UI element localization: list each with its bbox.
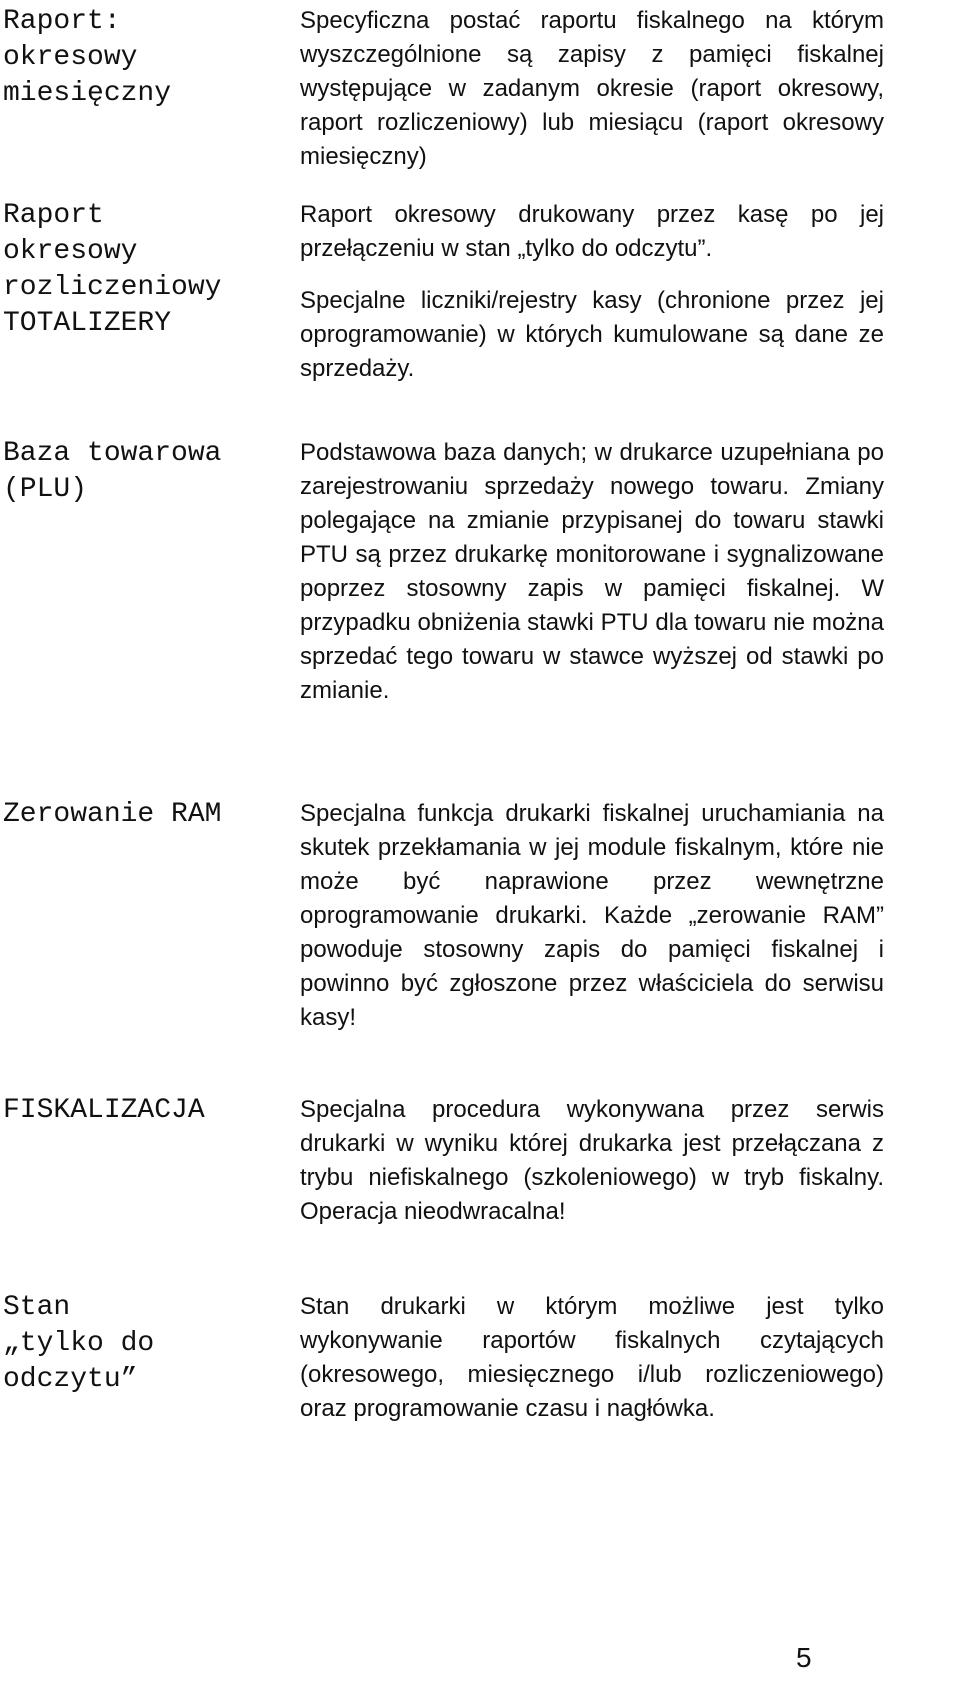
term-label: Zerowanie RAM <box>3 799 222 830</box>
definition <box>300 198 884 386</box>
definition <box>300 797 884 1035</box>
term-label: FISKALIZACJA <box>3 1095 205 1126</box>
definition <box>300 1290 884 1426</box>
definition-paragraph: Podstawowa baza danych; w drukarce uzupełniana po zarejestrowaniu sprzedaży nowego towaru. Zmiany polegające na zmianie przypisanej do towaru stawki PTU są przez drukarkę monitorowane i sygnalizowane poprzez stosowny zapis w pamięci fiskalnej. W przypadku obniżenia stawki PTU dla towaru nie można sprzedać tego towaru w stawce wyższej od stawki po zmianie. <box>300 439 884 704</box>
page-number: 5 <box>796 1642 812 1673</box>
definition <box>300 1093 884 1229</box>
definition-paragraph: Specjalna procedura wykonywana przez serwis drukarki w wyniku której drukarka jest przełączana z trybu niefiskalnego (szkoleniowego) w tryb fiskalny. Operacja nieodwracalna! <box>300 1096 884 1225</box>
definition-paragraph: Raport okresowy drukowany przez kasę po jej przełączeniu w stan „tylko do odczytu”. <box>300 201 884 262</box>
term-label: Raport okresowy rozliczeniowy TOTALIZERY <box>3 200 222 339</box>
definition <box>300 4 884 174</box>
definition-paragraph: Stan drukarki w którym możliwe jest tylko wykonywanie raportów fiskalnych czytających (okresowego, miesięcznego i/lub rozliczeniowego) oraz programowanie czasu i nagłówka. <box>300 1293 884 1422</box>
definition <box>300 436 884 708</box>
term-label: Raport: okresowy miesięczny <box>3 6 172 109</box>
definition-paragraph: Specyficzna postać raportu fiskalnego na którym wyszczególnione są zapisy z pamięci fiskalnej występujące w zadanym okresie (raport okresowy, raport rozliczeniowy) lub miesiącu (raport okresowy miesięczny) <box>300 7 884 170</box>
term-label: Baza towarowa (PLU) <box>3 438 222 505</box>
definition-paragraph: Specjalna funkcja drukarki fiskalnej uruchamiania na skutek przekłamania w jej module fiskalnym, które nie może być naprawione przez wewnętrzne oprogramowanie drukarki. Każde „zerowanie RAM” powoduje stosowny zapis do pamięci fiskalnej i powinno być zgłoszone przez właściciela do serwisu kasy! <box>300 800 884 1031</box>
term-label: Stan „tylko do odczytu” <box>3 1292 155 1395</box>
definition-paragraph: Specjalne liczniki/rejestry kasy (chronione przez jej oprogramowanie) w których kumulowane są dane ze sprzedaży. <box>300 287 884 382</box>
